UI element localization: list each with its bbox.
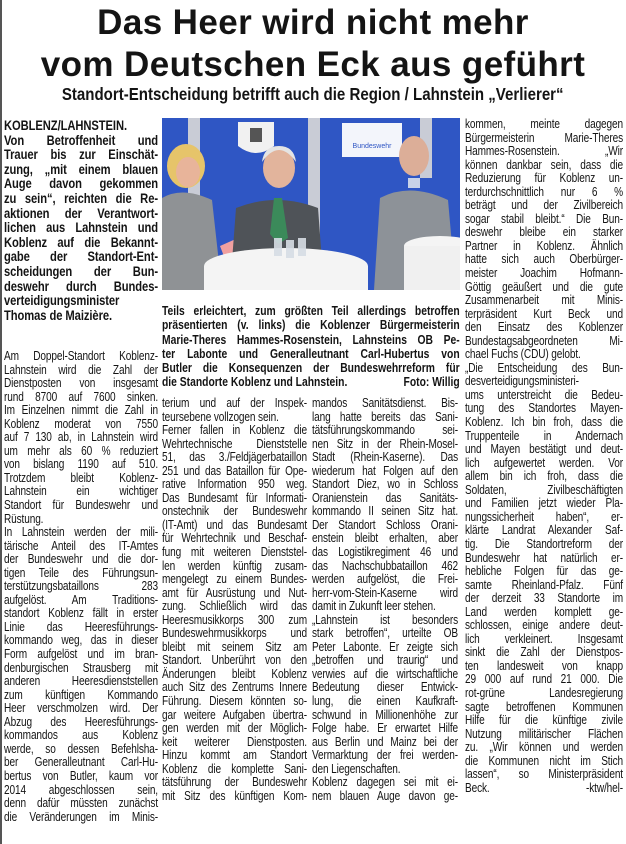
text-line: enstein bleibt erhalten, aber	[312, 531, 458, 546]
text-line: gar weitere Aufgaben übertra-	[162, 707, 307, 722]
text-line: Trotzdem bleibt Koblenz-	[4, 470, 158, 485]
text-line: Am Doppel-Standort Koblenz-	[4, 349, 158, 363]
glass	[274, 238, 282, 256]
text-line: Koblenz auf die Bekannt-	[4, 233, 158, 250]
glass	[286, 240, 294, 258]
text-line: klärte Landrat Alexander Saf-	[465, 523, 623, 538]
headline-line-2: vom Deutschen Eck aus geführt	[40, 45, 586, 84]
text-line: um mehr als 60 % reduziert	[4, 443, 158, 458]
column-rule	[0, 0, 2, 844]
text-line: hatte sich auch Oberbürger-	[465, 252, 623, 267]
text-line: Hilfe für die künftige zivile	[465, 713, 623, 728]
photo-image	[162, 118, 460, 290]
text-line: Soldaten, Zivilbeschäftigten	[465, 482, 623, 497]
paragraph	[312, 614, 458, 777]
subheadline	[0, 84, 626, 105]
text-line: Zusammenarbeit mit Minis-	[465, 293, 623, 308]
text-line: nungssicherheit haben“, er-	[465, 509, 623, 524]
paragraph	[312, 397, 458, 614]
text-line: KOBLENZ/LAHNSTEIN.	[4, 117, 128, 133]
lead-paragraph	[4, 118, 158, 322]
text-line: nem blauen Auge davon ge-	[312, 788, 458, 803]
text-line: Beck. -ktw/hel-	[465, 780, 623, 795]
column-3	[312, 397, 458, 803]
text-line: meister Joachim Hofmann-	[465, 266, 623, 281]
text-line: zung, „mit einem blauen	[4, 160, 158, 177]
text-line: gen werden mit der Möglich-	[162, 721, 307, 736]
text-line: deswehr durch Bundes-	[4, 277, 158, 294]
text-line: Oranienstein das Sanitäts-	[312, 490, 458, 505]
text-line: lassen“, so Ministerpräsident	[465, 767, 623, 782]
text-line: Führung. Diesem könnten so-	[162, 694, 307, 709]
text-line: verteidigungsminister	[4, 292, 120, 309]
text-line: damit in Zukunft leer stehen.	[312, 599, 436, 614]
text-line: lich aufgewertet werden. Vor	[465, 455, 623, 470]
glass	[298, 238, 306, 256]
text-line: In Lahnstein werden der mili-	[4, 525, 158, 540]
text-line: anderen Heeresdienststellen	[4, 674, 158, 689]
text-line: Standort. Unberührt von den	[162, 653, 307, 668]
caption-line: Butler die Konsequenzen der Bundeswehrreform für	[162, 361, 460, 376]
caption-line: Marie-Theres Hammes-Rosenstein, Lahnsteins OB Pe-	[162, 332, 460, 347]
person-right-collar	[408, 178, 420, 188]
text-line: Heeresmusikkorps 300 zum	[162, 612, 307, 627]
text-line: auf 7 130 ab, in Lahnstein wird	[4, 430, 158, 445]
text-line: terdurchschnittlich nur 6 %	[465, 184, 623, 199]
text-line: amt für Ausrüstung und Nut-	[162, 585, 307, 600]
text-line: Thomas de Maizière.	[4, 306, 113, 323]
text-line: nen Sitz in der Rhein-Mosel-	[312, 436, 458, 451]
paragraph	[162, 397, 307, 424]
text-line: Änderungen bleibt Koblenz	[162, 666, 307, 681]
text-line: verwies auf die wirtschaftliche	[312, 666, 458, 681]
paragraph	[4, 350, 158, 526]
paragraph	[465, 362, 623, 796]
text-line: samte Rheinland-Pfalz. Fünf	[465, 577, 623, 592]
text-line: terpräsident Kurt Beck und	[465, 306, 623, 321]
text-line: zu sein“, reichten die Re-	[4, 189, 158, 206]
text-line: tätsführung der Bundeswehr	[162, 775, 307, 790]
text-line: stark betroffen“, urteilte OB	[312, 626, 458, 641]
bundeswehr-sign	[342, 123, 402, 157]
text-line: Koblenz. Ich bin froh, dass die	[465, 415, 623, 430]
caption-text: die Standorte Koblenz und Lahnstein.	[162, 375, 348, 390]
text-line: terstützungsbataillons 283	[4, 579, 158, 594]
paragraph	[162, 424, 307, 803]
text-line: zu. „Wir können und werden	[465, 740, 623, 755]
text-line: kommen, meinte dagegen	[465, 117, 623, 131]
paragraph	[4, 526, 158, 824]
text-line: Stadt (Rhein-Kaserne). Das	[312, 450, 458, 465]
text-line: scheidungen der Bun-	[4, 262, 158, 279]
text-line: aufgelöst. Am Traditions-	[4, 592, 158, 607]
text-line: Ferner fallen in Koblenz die	[162, 423, 307, 438]
text-line: Koblenz dagegen sei mit ei-	[312, 775, 458, 790]
text-line: Bundestagsabgeordneten Mi-	[465, 333, 623, 348]
text-line: beträgt und der Zivilbereich	[465, 198, 623, 213]
text-line: sagte betroffenen Kommunen	[465, 699, 623, 714]
text-line: den Liegenschaften.	[312, 761, 401, 776]
text-line: denburgischen Strausberg mit	[4, 660, 158, 675]
text-line: können dankbar sein, dass die	[465, 157, 623, 172]
text-line: standort Koblenz fällt in erster	[4, 606, 158, 621]
text-line: Partner in Koblenz. Ähnlich	[465, 238, 623, 253]
table-cloth	[204, 266, 368, 290]
text-line: rative Information 950 weg.	[162, 477, 307, 492]
text-line: Hinzu kommt am Standort	[162, 748, 307, 763]
text-line: 251 und das Bataillon für Ope-	[162, 463, 307, 478]
column-1	[4, 350, 158, 824]
text-line: Der Standort Schloss Orani-	[312, 517, 458, 532]
text-line: von bislang 1190 auf 510.	[4, 457, 158, 472]
text-line: Bundeswehr hat natürlich er-	[465, 550, 623, 565]
paragraph	[465, 118, 623, 362]
text-line: den Einsatz des Koblenzer	[465, 320, 623, 335]
text-line: Bundeswehrmusikkorps und	[162, 626, 307, 641]
text-line: Peter Labonte. Er zeigte sich	[312, 639, 458, 654]
text-line: deswehr bleibe ein starker	[465, 225, 623, 240]
text-line: chael Fuchs (CDU) gelobt.	[465, 347, 581, 362]
text-line: bertus von Butler, kaum vor	[4, 768, 158, 783]
text-line: Standort für Bundeswehr und	[4, 498, 158, 513]
text-line: werden aufgelöst, die Frei-	[312, 572, 458, 587]
headline	[0, 2, 626, 86]
text-line: das Logistikregiment 46 und	[312, 545, 458, 560]
text-line: tig. Die Standortreform der	[465, 536, 623, 551]
table-cloth	[404, 246, 460, 290]
text-line: (IT-Amt) und das Bundesamt	[162, 517, 307, 532]
text-line: lang hatte bereits das Sani-	[312, 409, 458, 424]
text-line: auch Sitz des Zentrums Innere	[162, 680, 307, 695]
paragraph	[4, 118, 158, 133]
text-line: Bürgermeisterin Marie-Theres	[465, 130, 623, 145]
text-line: Trauer bis zur Einschät-	[4, 146, 158, 163]
text-line: zum künftigen Kommando	[4, 687, 158, 702]
text-line: Standort Diez, wo in Schloss	[312, 477, 458, 492]
text-line: Heer verschmolzen wird. Der	[4, 701, 158, 716]
text-line: ten landesweit von knapp	[465, 658, 623, 673]
caption-line: präsentierten (v. links) die Koblenzer Bürgermeisterin	[162, 318, 460, 333]
text-line: 51, das 3./Feldjägerbataillon	[162, 450, 307, 465]
text-line: 2014 abgeschlossen sein,	[4, 782, 158, 797]
text-line: Rüstung.	[4, 511, 44, 526]
text-line: sinkt die Zahl der Dienstpos-	[465, 645, 623, 660]
text-line: „Lahnstein ist besonders	[312, 612, 458, 627]
text-line: die Kommunen nicht im Stich	[465, 753, 623, 768]
subheadline-text: Standort-Entscheidung betrifft auch die Region / Lahnstein „Verlierer“	[62, 84, 564, 104]
text-line: Auge davon gekommen	[4, 175, 158, 192]
text-line: Im Einzelnen nimmt die Zahl in	[4, 403, 158, 418]
text-line: lung, die einen Kaufkraft-	[312, 694, 458, 709]
photo-credit: Foto: Willig	[403, 375, 460, 390]
text-line: fung mit weiteren Dienststel-	[162, 545, 307, 560]
text-line: denn dafür müssten zunächst	[4, 796, 158, 811]
text-line: aktionen der Verantwort-	[4, 204, 158, 221]
text-line: rot-grüne Landesregierung	[465, 685, 623, 700]
text-line: Linie das Heeresführungs-	[4, 619, 158, 634]
text-line: mit Sitz des künftigen Kom-	[162, 788, 307, 803]
text-line: und Mayen bestätigt und deut-	[465, 442, 623, 457]
text-line: desverteidigungsministeri-	[465, 374, 579, 389]
text-line: Lahnstein wird die Zahl der	[4, 362, 158, 377]
text-line: onstechnik der Bundeswehr	[162, 504, 307, 519]
person-left-face	[176, 157, 200, 187]
press-photo	[162, 118, 460, 290]
caption-line: ter Labonte und Generalleutnant Carl-Hubertus von	[162, 346, 460, 361]
text-line: len werden künftig zusam-	[162, 558, 307, 573]
person-right-face	[399, 136, 429, 176]
text-line: Nutzung militärischer Flächen	[465, 726, 623, 741]
text-line: Göttig geäußert und die gute	[465, 279, 623, 294]
text-line: Hammes-Rosenstein. „Wir	[465, 144, 623, 159]
text-line: allem bin ich froh, dass die	[465, 469, 623, 484]
text-line: Bedeutung dieser Entwick-	[312, 680, 458, 695]
text-line: tätsführungskommando sei-	[312, 423, 458, 438]
text-line: schlossen, einige andere deut-	[465, 618, 623, 633]
text-line: das Nachschubbataillon 462	[312, 558, 458, 573]
text-line: kommandos aus Koblenz	[4, 728, 158, 743]
text-line: tigen Teile des Führungsun-	[4, 565, 158, 580]
text-line: Koblenz die komplette Sani-	[162, 761, 307, 776]
text-line: keit weiterer Dienstposten.	[162, 734, 307, 749]
text-line: Vermarktung der frei werden-	[312, 748, 458, 763]
text-line: die Veränderungen im Minis-	[4, 809, 158, 824]
text-line: mandos Sanitätsdienst. Bis-	[312, 396, 458, 410]
text-line: terium und auf der Inspek-	[162, 396, 307, 410]
text-line: Das Bundesamt für Informati-	[162, 490, 307, 505]
text-line: 29 000 auf rund 21 000. Die	[465, 672, 623, 687]
text-line: Koblenz moderat von 7550	[4, 416, 158, 431]
text-line: werde, so dessen Befehlsha-	[4, 741, 158, 756]
paragraph	[312, 776, 458, 803]
text-line: herr-vom-Stein-Kaserne wird	[312, 585, 458, 600]
text-line: zung. Schließlich wird das	[162, 599, 307, 614]
text-line: tung des Standortes Mayen-	[465, 401, 623, 416]
text-line: Reduzierung für Koblenz un-	[465, 171, 623, 186]
text-line: Land werden komplett ge-	[465, 604, 623, 619]
text-line: lich verkleinert. Insgesamt	[465, 631, 623, 646]
text-line: für Wehrtechnik und Beschaf-	[162, 531, 307, 546]
text-line: der derzeit 33 Standorte im	[465, 591, 623, 606]
text-line: tärische Anteil des IT-Amtes	[4, 538, 158, 553]
text-line: wiederum hat Folgen auf den	[312, 463, 458, 478]
text-line: Abzug des Heeresführungs-	[4, 714, 158, 729]
caption-line: Teils erleichtert, zum größten Teil allerdings betroffen	[162, 304, 460, 318]
text-line: Lahnstein ein wichtiger	[4, 484, 158, 499]
text-line: gabe der Standort-Ent-	[4, 248, 158, 265]
text-line: mengelegt zu einem Bundes-	[162, 572, 307, 587]
text-line: hebliche Folgen für das ge-	[465, 564, 623, 579]
headline-line-1: Das Heer wird nicht mehr	[97, 3, 529, 42]
text-line: teursebene vollzogen sein.	[162, 409, 279, 424]
text-line: kommando weg, das in dieser	[4, 633, 158, 648]
text-line: der Bundeswehr und die dor-	[4, 552, 158, 567]
text-line: ums unterstreicht die Bedeu-	[465, 387, 623, 402]
text-line: Dienstposten von insgesamt	[4, 376, 158, 391]
text-line: aus Berlin und Mainz bei der	[312, 734, 458, 749]
column-4	[465, 118, 623, 795]
column-2	[162, 397, 307, 803]
text-line: rund 8700 auf 7600 sinken.	[4, 389, 158, 404]
text-line: kommando II seinen Sitz hat.	[312, 504, 458, 519]
caption-line	[162, 375, 460, 389]
text-line: Truppenteile in Andernach	[465, 428, 623, 443]
text-line: „betroffen und traurig“ und	[312, 653, 458, 668]
text-line: Folge habe. Er erwartet Hilfe	[312, 721, 458, 736]
text-line: „Die Entscheidung des Bun-	[465, 360, 623, 375]
text-line: lichen aus Lahnstein und	[4, 219, 158, 236]
sign-text: Bundeswehr	[352, 143, 392, 150]
text-line: schwund in Millionenhöhe zur	[312, 707, 458, 722]
text-line: und Familien jetzt wieder Pla-	[465, 496, 623, 511]
paragraph	[4, 133, 158, 323]
text-line: Wehrtechnische Dienststelle	[162, 436, 307, 451]
text-line: Form aufgelöst und im bran-	[4, 647, 158, 662]
coat-of-arms-cross	[250, 128, 262, 142]
text-line: bleibt mit seinem Sitz am	[162, 639, 307, 654]
photo-caption	[162, 304, 460, 390]
text-line: Von Betroffenheit und	[4, 131, 158, 148]
text-line: sogar stabil bleibt.“ Die Bun-	[465, 211, 623, 226]
text-line: ber Generalleutnant Carl-Hu-	[4, 755, 158, 770]
